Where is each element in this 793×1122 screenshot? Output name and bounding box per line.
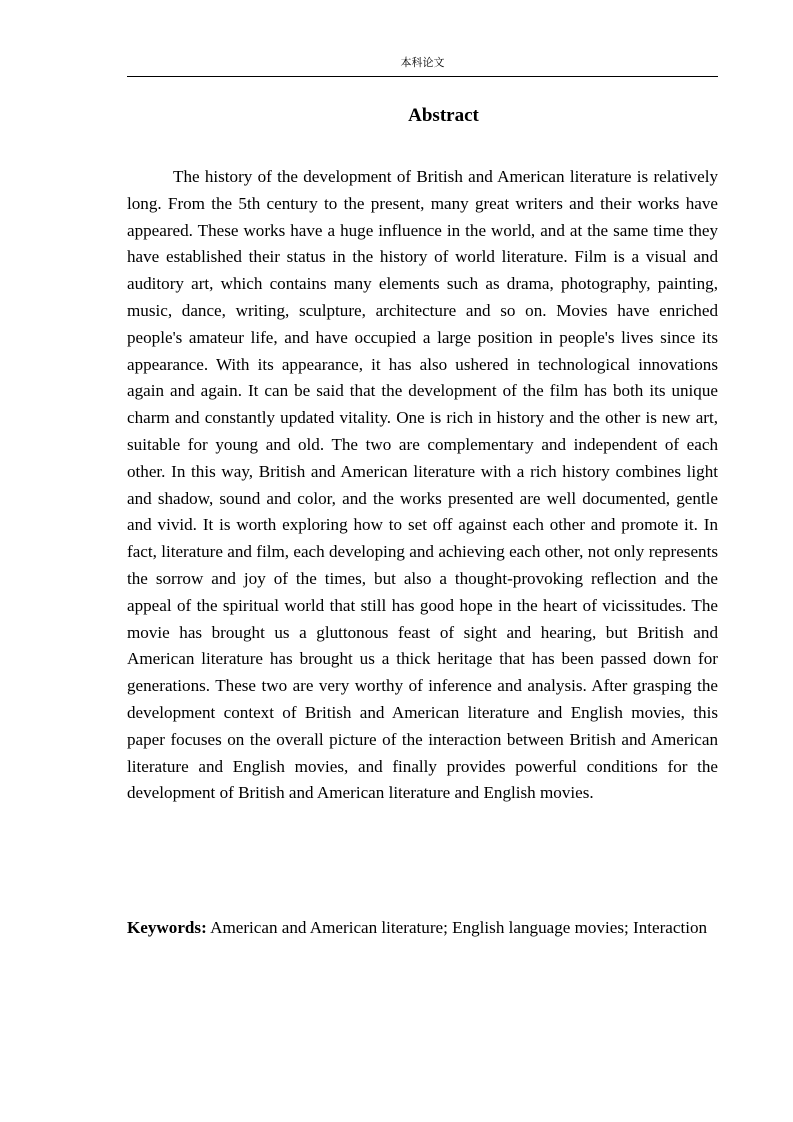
abstract-title: Abstract <box>408 105 479 126</box>
running-header: 本科论文 <box>400 56 445 69</box>
abstract-paragraph: The history of the development of British and American literature is relatively long. From the 5th century to the present, many great writers and their works have appeared. These works have a huge influence in the world, and at the same time they have established their status in the history of world literature. Film is a visual and auditory art, which contains many elements such as drama, photography, painting, music, dance, writing, sculpture, architecture and so on. Movies have enriched people's amateur life, and have occupied a large position in people's lives since its appearance. With its appearance, it has also ushered in technological innovations again and again. It can be said that the development of the film has both its unique charm and constantly updated vitality. One is rich in history and the other is new art, suitable for young and old. The two are complementary and independent of each other. In this way, British and American literature with a rich history combines light and shadow, sound and color, and the works presented are well documented, gentle and vivid. It is worth exploring how to set off against each other and promote it. In fact, literature and film, each developing and achieving each other, not only represents the sorrow and joy of the times, but also a thought-provoking reflection and the appeal of the spiritual world that still has good hope in the heart of vicissitudes. The movie has brought us a gluttonous feast of sight and hearing, but British and American literature has brought us a thick heritage that has been passed down for generations. These two are very worthy of inference and analysis. After grasping the development context of British and American literature and English movies, this paper focuses on the overall picture of the interaction between British and American literature and English movies, and finally provides powerful conditions for the development of British and American literature and English movies. <box>127 167 718 803</box>
keywords-line <box>127 915 718 942</box>
header-divider <box>127 76 718 77</box>
keywords-label: Keywords: <box>127 918 207 937</box>
keywords-text: American and American literature; English language movies; Interaction <box>206 918 708 937</box>
